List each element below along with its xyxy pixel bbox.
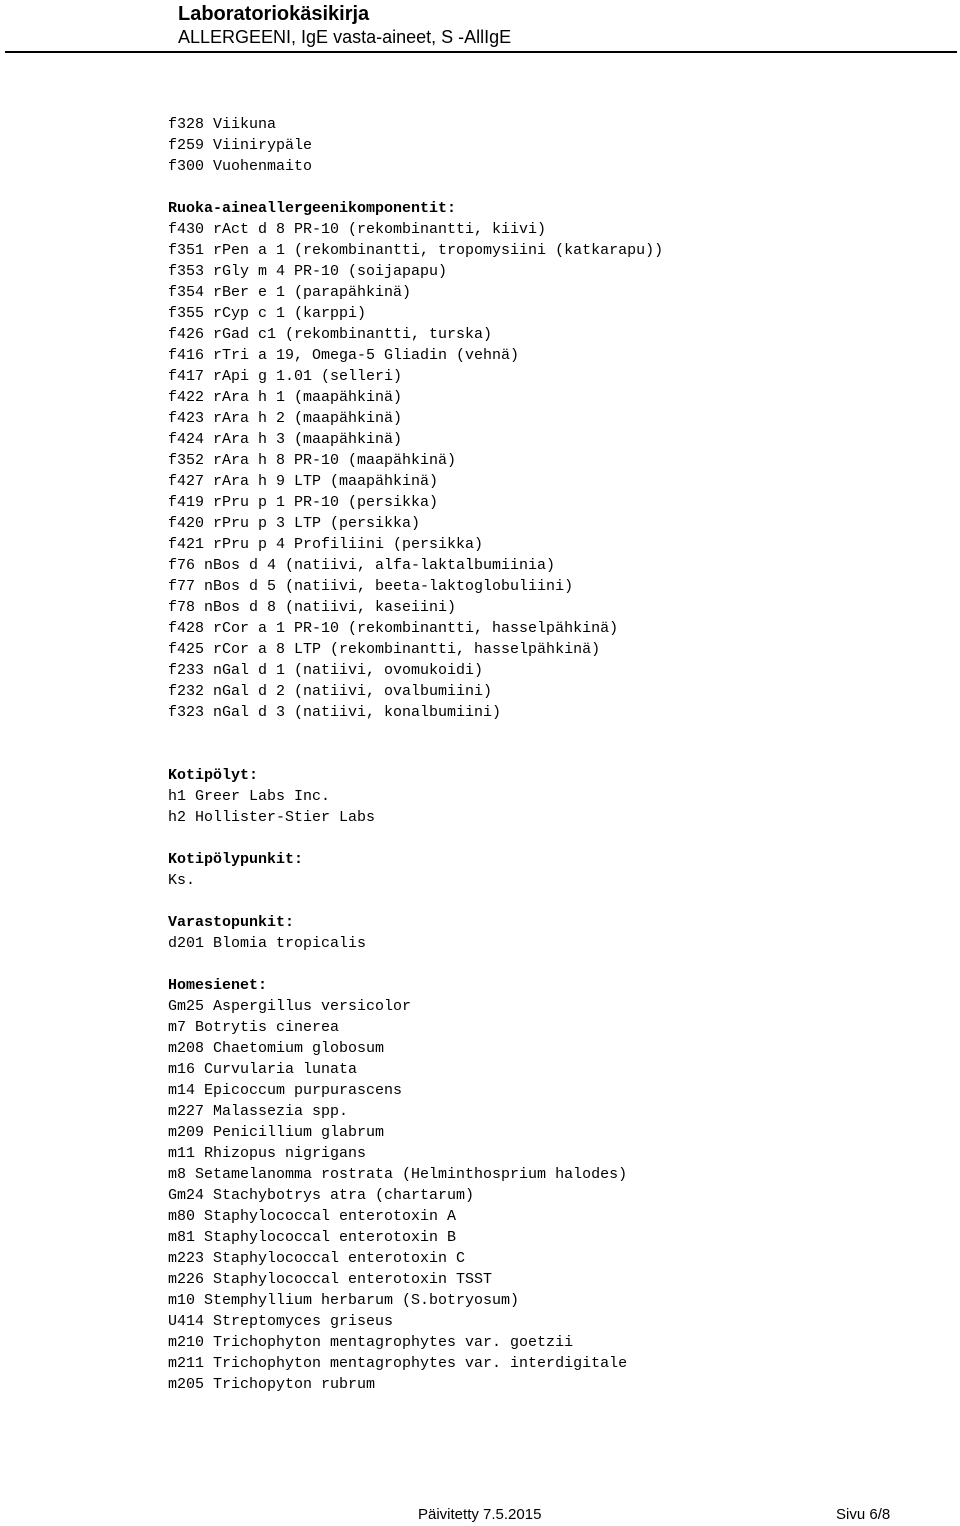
header-divider — [5, 51, 957, 53]
list-item: m210 Trichophyton mentagrophytes var. goetzii — [168, 1334, 574, 1351]
list-item: m205 Trichopyton rubrum — [168, 1376, 376, 1393]
list-item: f328 Viikuna — [168, 116, 277, 133]
allergen-list — [168, 114, 928, 1395]
list-item: m209 Penicillium glabrum — [168, 1124, 385, 1141]
list-item: m208 Chaetomium globosum — [168, 1040, 385, 1057]
list-item: Ks. — [168, 872, 196, 889]
list-item: h1 Greer Labs Inc. — [168, 788, 331, 805]
document-subtitle: ALLERGEENI, IgE vasta-aineet, S -AllIgE — [178, 27, 512, 47]
spacer — [168, 954, 928, 975]
list-item: m7 Botrytis cinerea — [168, 1019, 340, 1036]
list-item: f430 rAct d 8 PR-10 (rekombinantti, kiivi) — [168, 221, 547, 238]
updated-date: Päivitetty 7.5.2015 — [418, 1506, 542, 1523]
list-item: f423 rAra h 2 (maapähkinä) — [168, 410, 403, 427]
list-item: d201 Blomia tropicalis — [168, 935, 367, 952]
list-item: f425 rCor a 8 LTP (rekombinantti, hasselpähkinä) — [168, 641, 601, 658]
list-item: m16 Curvularia lunata — [168, 1061, 358, 1078]
list-item: f76 nBos d 4 (natiivi, alfa-laktalbumiinia) — [168, 557, 556, 574]
list-item: f77 nBos d 5 (natiivi, beeta-laktoglobuliini) — [168, 578, 574, 595]
list-item: m14 Epicoccum purpurascens — [168, 1082, 403, 1099]
section-house-dust — [168, 765, 928, 828]
list-item: f420 rPru p 3 LTP (persikka) — [168, 515, 421, 532]
list-item: f419 rPru p 1 PR-10 (persikka) — [168, 494, 439, 511]
spacer — [168, 828, 928, 849]
spacer — [168, 723, 928, 765]
list-item: f233 nGal d 1 (natiivi, ovomukoidi) — [168, 662, 484, 679]
list-item: f323 nGal d 3 (natiivi, konalbumiini) — [168, 704, 502, 721]
list-item: m81 Staphylococcal enterotoxin B — [168, 1229, 457, 1246]
list-item: f426 rGad c1 (rekombinantti, turska) — [168, 326, 493, 343]
list-item: m226 Staphylococcal enterotoxin TSST — [168, 1271, 493, 1288]
document-title: Laboratoriokäsikirja — [178, 3, 370, 25]
page-number: Sivu 6/8 — [836, 1506, 891, 1523]
list-item: f428 rCor a 1 PR-10 (rekombinantti, hasselpähkinä) — [168, 620, 619, 637]
section-house-dust-mites — [168, 849, 928, 891]
list-item: f354 rBer e 1 (parapähkinä) — [168, 284, 412, 301]
section-heading: Varastopunkit: — [168, 914, 295, 931]
list-item: f300 Vuohenmaito — [168, 158, 313, 175]
list-item: f78 nBos d 8 (natiivi, kaseiini) — [168, 599, 457, 616]
list-item: f351 rPen a 1 (rekombinantti, tropomysiini (katkarapu)) — [168, 242, 664, 259]
list-item: h2 Hollister-Stier Labs — [168, 809, 376, 826]
list-item: m11 Rhizopus nigrigans — [168, 1145, 367, 1162]
spacer — [168, 177, 928, 198]
list-item: f417 rApi g 1.01 (selleri) — [168, 368, 403, 385]
list-item: U414 Streptomyces griseus — [168, 1313, 394, 1330]
section-storage-mites — [168, 912, 928, 954]
list-item: m80 Staphylococcal enterotoxin A — [168, 1208, 457, 1225]
list-item: m10 Stemphyllium herbarum (S.botryosum) — [168, 1292, 520, 1309]
list-item: m227 Malassezia spp. — [168, 1103, 349, 1120]
list-item: f353 rGly m 4 PR-10 (soijapapu) — [168, 263, 448, 280]
section-heading: Kotipölypunkit: — [168, 851, 304, 868]
list-item: f421 rPru p 4 Profiliini (persikka) — [168, 536, 484, 553]
section-food-items — [168, 114, 928, 177]
list-item: f422 rAra h 1 (maapähkinä) — [168, 389, 403, 406]
list-item: f427 rAra h 9 LTP (maapähkinä) — [168, 473, 439, 490]
section-food-components — [168, 198, 928, 723]
list-item: m211 Trichophyton mentagrophytes var. interdigitale — [168, 1355, 628, 1372]
spacer — [168, 891, 928, 912]
list-item: f416 rTri a 19, Omega-5 Gliadin (vehnä) — [168, 347, 520, 364]
section-molds — [168, 975, 928, 1395]
section-heading: Ruoka-aineallergeenikomponentit: — [168, 200, 457, 217]
list-item: f352 rAra h 8 PR-10 (maapähkinä) — [168, 452, 457, 469]
section-heading: Homesienet: — [168, 977, 268, 994]
section-heading: Kotipölyt: — [168, 767, 259, 784]
list-item: m223 Staphylococcal enterotoxin C — [168, 1250, 466, 1267]
list-item: f232 nGal d 2 (natiivi, ovalbumiini) — [168, 683, 493, 700]
list-item: f424 rAra h 3 (maapähkinä) — [168, 431, 403, 448]
list-item: m8 Setamelanomma rostrata (Helminthosprium halodes) — [168, 1166, 628, 1183]
list-item: f355 rCyp c 1 (karppi) — [168, 305, 367, 322]
list-item: Gm25 Aspergillus versicolor — [168, 998, 412, 1015]
list-item: Gm24 Stachybotrys atra (chartarum) — [168, 1187, 475, 1204]
list-item: f259 Viinirypäle — [168, 137, 313, 154]
